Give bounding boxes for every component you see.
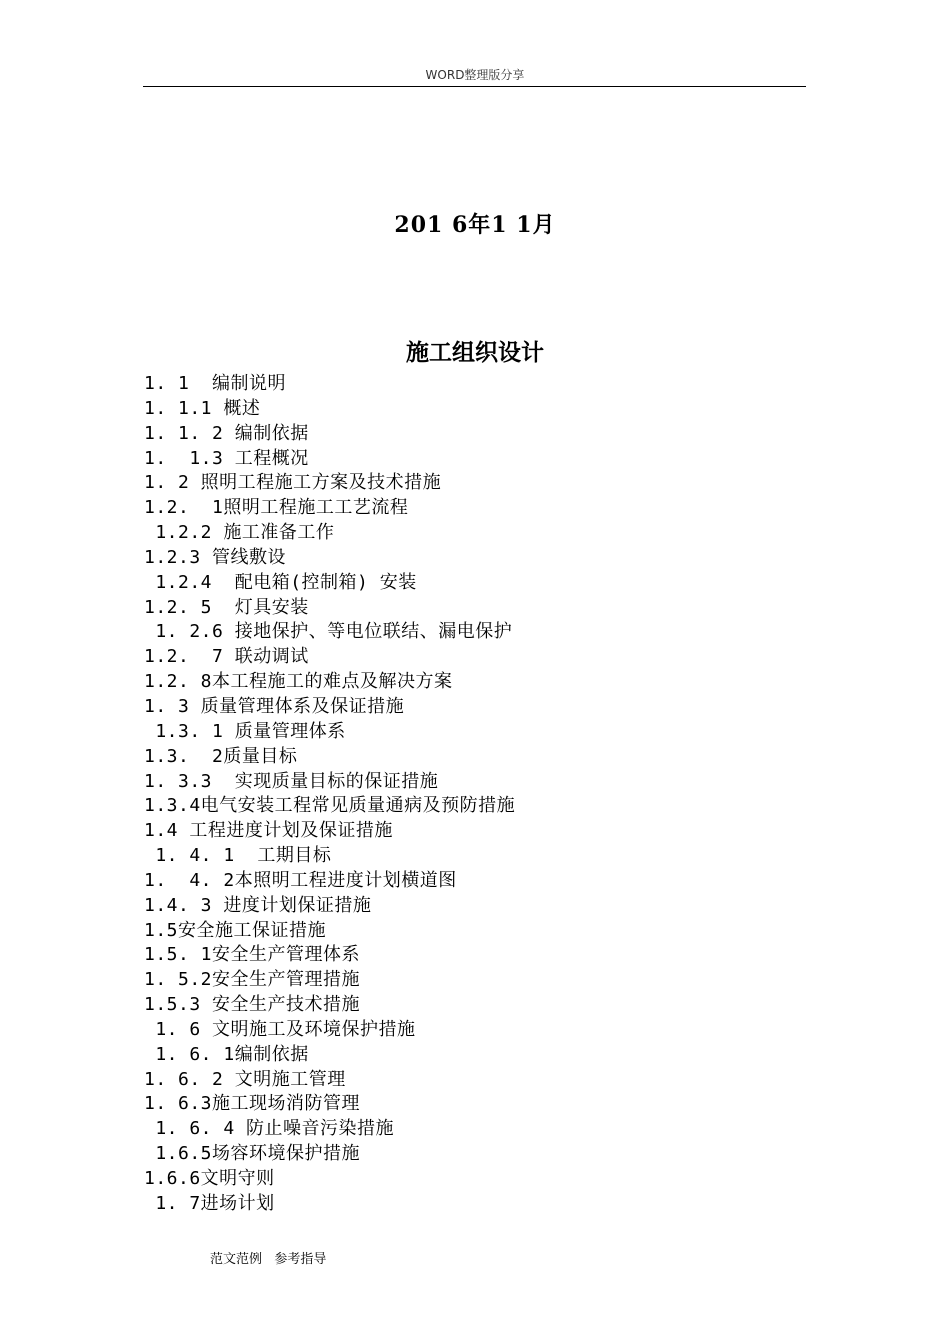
toc-item: 1.2.4 配电箱(控制箱) 安装	[144, 571, 417, 593]
toc-item: 1. 6.3施工现场消防管理	[144, 1093, 361, 1115]
toc-item: 1. 1.3 工程概况	[144, 447, 309, 469]
toc-item: 1. 6 文明施工及环境保护措施	[144, 1018, 416, 1040]
toc-item: 1. 4. 2本照明工程进度计划横道图	[144, 869, 457, 891]
toc-item: 1. 6. 2 文明施工管理	[144, 1068, 346, 1090]
toc-item: 1. 2.6 接地保护、等电位联结、漏电保护	[144, 621, 513, 643]
toc-item: 1.2.2 施工准备工作	[144, 522, 335, 544]
header-divider	[143, 86, 806, 87]
toc-item: 1.2. 1照明工程施工工艺流程	[144, 497, 409, 519]
toc-item: 1.3. 2质量目标	[144, 745, 298, 767]
toc-item: 1.5安全施工保证措施	[144, 919, 327, 941]
document-title: 施工组织设计	[406, 339, 544, 366]
toc-item: 1. 6. 4 防止噪音污染措施	[144, 1118, 395, 1140]
toc-item: 1. 4. 1 工期目标	[144, 845, 332, 867]
toc-item: 1.6.6文明守则	[144, 1168, 275, 1189]
toc-item: 1.2. 5 灯具安装	[144, 596, 309, 618]
toc-item: 1.2. 8本工程施工的难点及解决方案	[144, 671, 453, 693]
toc-item: 1.5. 1安全生产管理体系	[144, 944, 361, 966]
toc-item: 1. 5.2安全生产管理措施	[144, 969, 361, 991]
toc-item: 1.2. 7 联动调试	[144, 646, 309, 668]
toc-item: 1.4 工程进度计划及保证措施	[144, 820, 393, 842]
toc-item: 1. 1.1 概述	[144, 397, 261, 419]
page-header-text: WORD整理版分享	[425, 68, 525, 82]
table-of-contents	[144, 372, 784, 1217]
toc-item: 1. 3.3 实现质量目标的保证措施	[144, 770, 439, 792]
toc-item: 1. 6. 1编制依据	[144, 1043, 309, 1065]
document-date: 201 6年1 1月	[394, 212, 556, 238]
toc-item: 1. 2 照明工程施工方案及技术措施	[144, 472, 442, 494]
toc-item: 1.3.4电气安装工程常见质量通病及预防措施	[144, 795, 516, 817]
toc-item: 1. 1 编制说明	[144, 373, 287, 394]
toc-item: 1.3. 1 质量管理体系	[144, 720, 346, 742]
toc-item: 1. 7进场计划	[144, 1192, 275, 1214]
toc-item: 1.4. 3 进度计划保证措施	[144, 894, 372, 916]
toc-item: 1.5.3 安全生产技术措施	[144, 994, 361, 1016]
toc-item: 1. 1. 2 编制依据	[144, 422, 309, 444]
page-footer-text: 范文范例 参考指导	[210, 1252, 327, 1267]
toc-item: 1.6.5场容环境保护措施	[144, 1143, 361, 1165]
toc-item: 1.2.3 管线敷设	[144, 546, 287, 568]
toc-item: 1. 3 质量管理体系及保证措施	[144, 695, 405, 717]
